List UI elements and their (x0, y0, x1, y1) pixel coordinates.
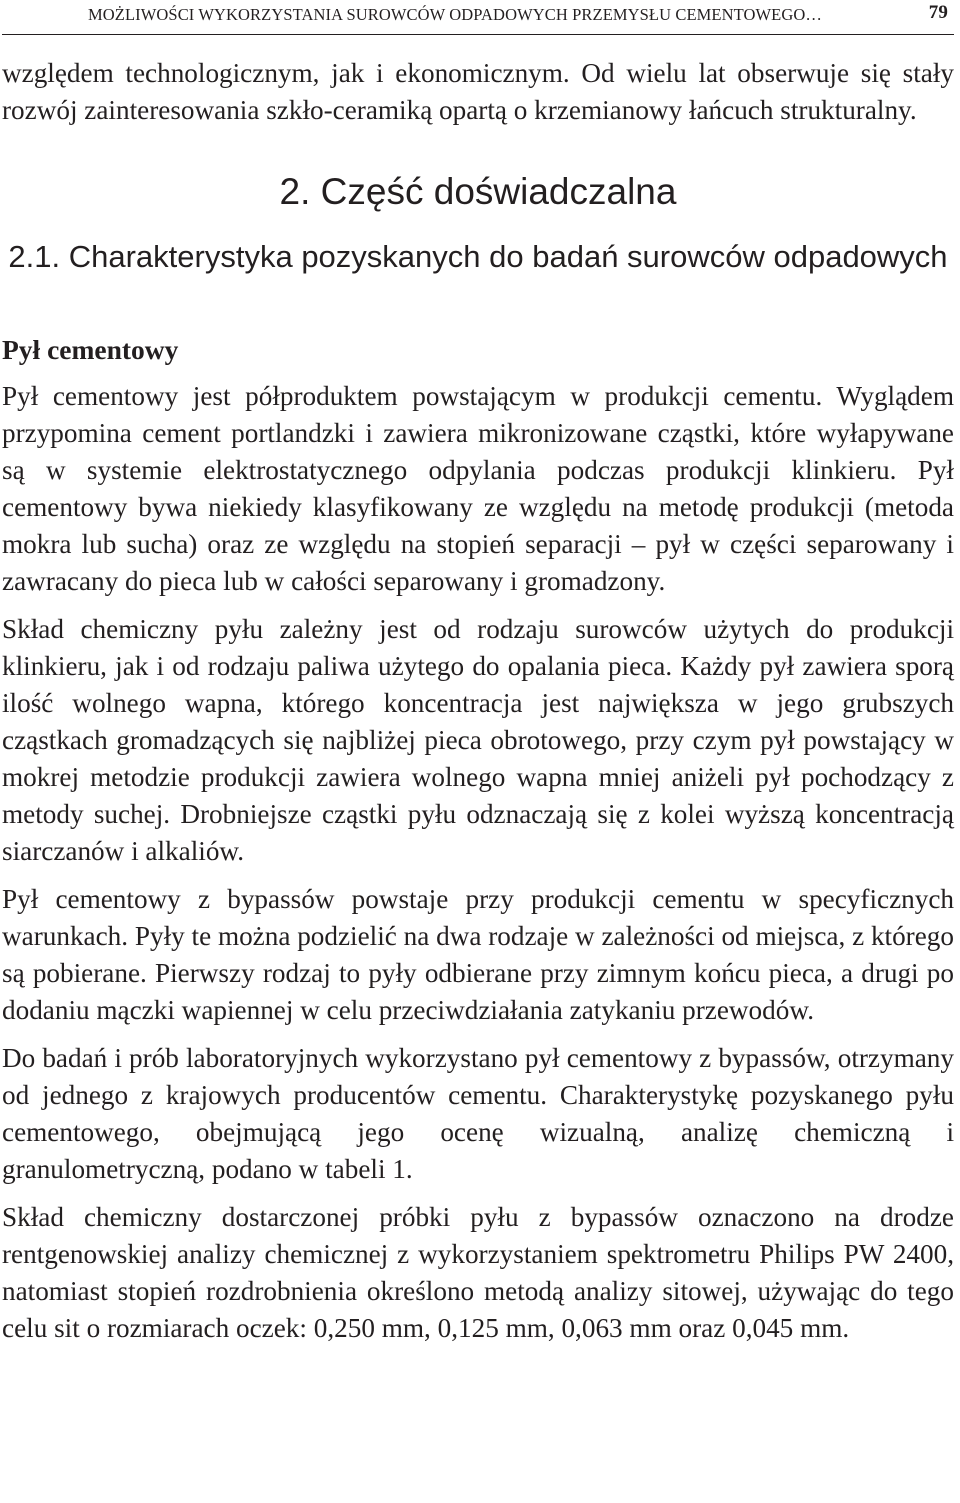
runin-heading: Pył cementowy (2, 334, 179, 365)
running-head (2, 0, 954, 35)
body-paragraph: Skład chemiczny pyłu zależny jest od rodzaju surowców użytych do produkcji klinkieru, jak i od rodzaju paliwa użytego do opalania pieca. Każdy pył zawiera sporą ilość wolnego wapna, którego koncentracja jest największa w jego grubszych cząstkach gromadzących się najbliżej pieca obrotowego, przy czym pył powstający w mokrej metodzie produkcji zawiera wolnego wapna mniej aniżeli pył pochodzący z metody suchej. Drobniejsze cząstki pyłu odznaczają się z kolei wyższą koncentracją siarczanów i alkaliów. (2, 614, 954, 866)
running-head-title: MOŻLIWOŚCI WYKORZYSTANIA SUROWCÓW ODPADOWYCH PRZEMYSŁU CEMENTOWEGO… (88, 5, 822, 24)
body-paragraph: Do badań i prób laboratoryjnych wykorzystano pył cementowy z bypassów, otrzymany od jednego z krajowych producentów cementu. Charakterystykę pozyskanego pyłu cementowego, obejmującą jego ocenę wizualną, analizę chemiczną i granulometryczną, podano w tabeli 1. (2, 1043, 954, 1184)
page-number: 79 (928, 2, 948, 23)
subsection-heading (2, 236, 954, 277)
section-heading: 2. Część doświadczalna (279, 171, 677, 212)
body-paragraph: Pył cementowy z bypassów powstaje przy produkcji cementu w specyficznych warunkach. Pyły te można podzielić na dwa rodzaje w zależności od miejsca, z którego są pobierane. Pierwszy rodzaj to pyły odbierane przy zimnym końcu pieca, a drugi po dodaniu mączki wapiennej w celu przeciwdziałania zatykaniu przewodów. (2, 884, 954, 1025)
intro-paragraph: względem technologicznym, jak i ekonomicznym. Od wielu lat obserwuje się stały rozwój zainteresowania szkło-ceramiką opartą o krzemianowy łańcuch strukturalny. (2, 58, 954, 125)
body-paragraph: Pył cementowy jest półproduktem powstającym w produkcji cementu. Wyglądem przypomina cement portlandzki i zawiera mikronizowane cząstki, które wyłapywane są w systemie elektrostatycznego odpylania podczas produkcji klinkieru. Pył cementowy bywa niekiedy klasyfikowany ze względu na metodę produkcji (metoda mokra lub sucha) oraz ze względu na stopień separacji – pył w części separowany i zawracany do pieca lub w całości separowany i gromadzony. (2, 381, 954, 596)
subsection-heading-text: 2.1. Charakterystyka pozyskanych do badań surowców odpadowych (8, 239, 948, 274)
body-paragraph: Skład chemiczny dostarczonej próbki pyłu z bypassów oznaczono na drodze rentgenowskiej analizy chemicznej z wykorzystaniem spektrometru Philips PW 2400, natomiast stopień rozdrobnienia określono metodą analizy sitowej, używając do tego celu sit o rozmiarach oczek: 0,250 mm, 0,125 mm, 0,063 mm oraz 0,045 mm. (2, 1202, 954, 1343)
